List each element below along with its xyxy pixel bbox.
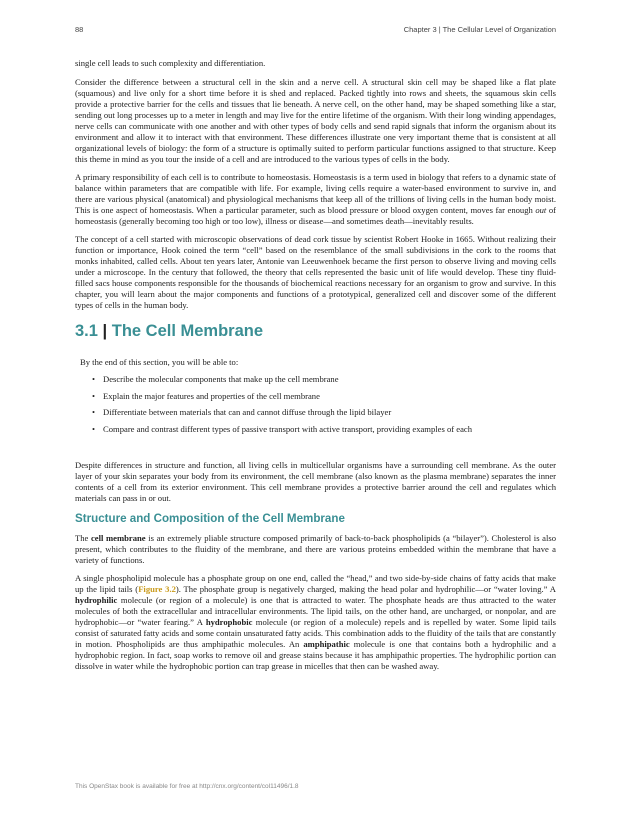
objectives-intro: By the end of this section, you will be able to:	[80, 356, 239, 367]
emphasis-out: out	[535, 205, 547, 216]
text-run: molecule is one that contains both a hydrophilic and a hydrophobic region. In fact, soap works to remove oil and grease stains because it has amphipathic properties. The hydrophilic portion can dissolve in water while the hydrophobic portion can trap grease in micelles that then can be washed away.	[75, 638, 556, 671]
objective-item: • Differentiate between materials that can and cannot diffuse through the lipid bilayer	[103, 407, 556, 418]
section-heading	[75, 321, 556, 341]
term-cell-membrane: cell membrane	[90, 532, 146, 543]
objectives-list	[80, 374, 556, 435]
section-title: The Cell Membrane	[111, 321, 264, 340]
term-hydrophobic: hydrophobic	[205, 616, 253, 627]
section-number: 3.1	[75, 321, 98, 340]
paragraph-despite-differences: Despite differences in structure and function, all living cells in multicellular organisms have a surrounding cell membrane. As the outer layer of your skin separates your body from its environment, the cell membrane (also known as the plasma membrane) separates the inner contents of a cell from its exterior environment. This cell membrane provides a protective barrier around the cell and regulates which materials can pass in or out.	[75, 459, 556, 503]
figure-link[interactable]: Figure 3.2	[138, 583, 176, 594]
page-number: 88	[75, 25, 84, 34]
term-amphipathic: amphipathic	[303, 638, 350, 649]
text-run: A single phospholipid molecule has a phosphate group on one end, called the “head,” and two side-by-side chains of fatty acids that make up the lipid tails (	[75, 572, 556, 594]
chapter-title: Chapter 3 | The Cellular Level of Organization	[403, 25, 556, 34]
text-run: is an extremely pliable structure composed primarily of back-to-back phospholipids (a “bilayer”). Cholesterol is also present, which contributes to the fluidity of the membrane, and there are various proteins embedded within the membrane that have a variety of functions.	[75, 532, 556, 565]
term-hydrophilic: hydrophilic	[75, 594, 118, 605]
text-run: molecule (or region of a molecule) is one that is attracted to water. The phosphate heads are thus attracted to the water molecules of both the extracellular and intracellular environments. The lipid tails, on the other hand, are uncharged, or nonpolar, and are hydrophobic—or “water fearing.” A	[75, 594, 556, 627]
objective-item: • Explain the major features and properties of the cell membrane	[103, 391, 556, 402]
paragraph-homeostasis	[75, 172, 556, 227]
paragraph-intro-continuation: single cell leads to such complexity and differentiation.	[75, 58, 266, 68]
paragraph-skin-nerve: Consider the difference between a structural cell in the skin and a nerve cell. A structural skin cell may be shaped like a flat plate (squamous) and live only for a short time before it is shed and replaced. Packed tightly into rows and sheets, the squamous skin cells provide a protective barrier for the cells and tissues that lie beneath. A nerve cell, on the other hand, may be shaped something like a star, sending out long processes up to a meter in length and may live for the entire lifetime of the organism. With their long winding appendages, nerve cells can communicate with one another and with other types of body cells and send rapid signals that inform the organism about its environment and allow it to interact with that environment. These differences illustrate one very important theme that is consistent at all organizational levels of biology: the form of a structure is optimally suited to perform particular functions assigned to that structure. Keep this theme in mind as you tour the inside of a cell and are introduced to the various types of cells in the body.	[75, 77, 556, 165]
text-run: molecule (or region of a molecule) repels and is repelled by water. Some lipid tails consist of saturated fatty acids and some contain unsaturated fatty acids. This combination adds to the fluidity of the tails that are constantly in motion. Phospholipids are thus amphipathic molecules. An	[75, 616, 556, 649]
paragraph-hooke: The concept of a cell started with microscopic observations of dead cork tissue by scientist Robert Hooke in 1665. Without realizing their function or importance, Hook coined the term “cell” based on the resemblance of the small subdivisions in the cork to the rooms that monks inhabited, called cells. About ten years later, Antonie van Leeuwenhoek became the first person to observe living and moving cells under a microscope. In the century that followed, the theory that cells represented the basic unit of life would develop. These tiny fluid-filled sacs house components responsible for the thousands of biochemical reactions necessary for an organism to grow and survive. In this chapter, you will learn about the major components and functions of a prototypical, generalized cell and discover some of the different types of cells in the human body.	[75, 233, 556, 310]
section-separator: |	[102, 321, 108, 340]
objective-item: • Describe the molecular components that make up the cell membrane	[103, 374, 556, 385]
text-run: ). The phosphate group is negatively charged, making the head polar and hydrophilic—or “water loving.” A	[175, 583, 556, 594]
text-run: of homeostasis (generally becoming too high or too low), illness or disease—and sometimes death—inevitably results.	[75, 205, 556, 227]
paragraph-cell-membrane	[75, 533, 556, 566]
text-run: A primary responsibility of each cell is to contribute to homeostasis. Homeostasis is a term used in biology that refers to a dynamic state of balance within parameters that are compatible with life. For example, living cells require a water-based environment to survive in, and there are various physical (anatomical) and physiological mechanisms that keep all of the trillions of living cells in the human body moist. This is one aspect of homeostasis. When a particular parameter, such as blood pressure or blood oxygen content, moves far enough	[75, 171, 556, 216]
page-header	[75, 25, 556, 37]
page-footer: This OpenStax book is available for free at http://cnx.org/content/col11496/1.8	[75, 783, 299, 790]
page-content	[75, 58, 556, 678]
paragraph-phospholipid	[75, 573, 556, 672]
objective-item: • Compare and contrast different types of passive transport with active transport, providing examples of each	[103, 424, 556, 435]
text-run: The	[75, 532, 91, 543]
subsection-heading: Structure and Composition of the Cell Membrane	[75, 511, 345, 525]
learning-objectives	[75, 357, 556, 435]
